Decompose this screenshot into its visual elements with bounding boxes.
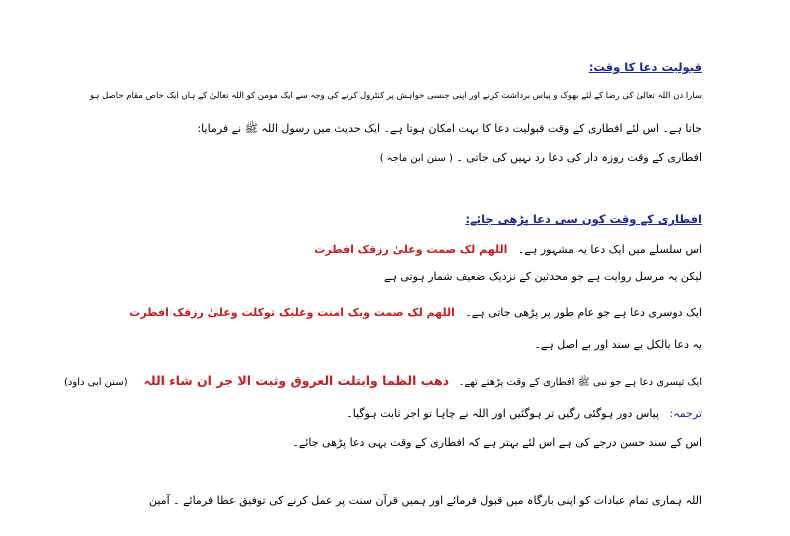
- dua-text-2: اللھم لک صمت وبک امنت وعلیک توکلت وعلیٰ رزقک افطرت: [129, 306, 455, 319]
- section-heading-acceptance-time: قبولیت دعا کا وقت:: [588, 60, 702, 74]
- dua-line-1: [314, 243, 702, 257]
- dua-text-1: اللھم لک صمت وعلیٰ رزقک افطرت: [314, 243, 508, 256]
- dua-text-3: ذھب الظما وابتلت العروق وثبت الا جر ان شاء اللہ: [143, 373, 450, 388]
- dua-line-3: [64, 374, 702, 390]
- translation-label: ترجمہ:: [669, 407, 702, 420]
- translation-line: [346, 407, 702, 421]
- paragraph-line: لیکن یہ مرسل روایت ہے جو محدثین کے نزدیک ضعیف شمار ہوتی ہے: [384, 270, 702, 283]
- paragraph-line: اس کے سند حسن درجے کی ہے اس لئے بہتر ہے کہ افطاری کے وقت یہی دعا پڑھی جائے۔: [292, 436, 702, 449]
- paragraph-line: یہ دعا بالکل بے سند اور بے اصل ہے۔: [534, 338, 702, 351]
- dua-line-2: [129, 306, 702, 320]
- section-heading-which-dua: افطاری کے وقت کون سی دعا پڑھی جائے:: [465, 212, 702, 226]
- line-text: اس سلسلے میں ایک دعا یہ مشہور ہے۔: [517, 243, 702, 256]
- hadith-reference: ( سنن ابن ماجہ ): [379, 153, 453, 164]
- paragraph-line: جاتا ہے۔ اس لئے افطاری کے وقت قبولیت دعا کا بہت امکان ہوتا ہے۔ ایک حدیث میں رسول اللہ ﷺ نے فرمایا:: [197, 122, 702, 135]
- closing-prayer: اللہ ہماری تمام عبادات کو اپنی بارگاہ میں قبول فرمائے اور ہمیں قرآن سنت پر عمل کرنے کی توفیق عطا فرمائے ۔ آمین: [148, 494, 702, 507]
- translation-text: پیاس دور ہوگئی رگیں تر ہوگئیں اور اللہ نے چاہا تو اجر ثابت ہوگیا۔: [346, 407, 660, 420]
- hadith-text: افطاری کے وقت روزہ دار کی دعا رد نہیں کی جاتی ۔: [456, 151, 702, 164]
- paragraph-line: سارا دن اللہ تعالیٰ کی رضا کے لئے بھوک و پیاس برداشت کرنے اور اپنی جنسی خواہش پر کنٹرول کرنے کی وجہ سے ایک مومن کو اللہ تعالیٰ کے ہاں ایک خاص مقام حاصل ہو: [90, 91, 702, 101]
- dua-3-reference: (سنن ابی داود): [64, 377, 128, 388]
- line-text: ایک دوسری دعا ہے جو عام طور پر پڑھی جاتی ہے۔: [465, 306, 702, 319]
- line-text: ایک تیسری دعا ہے جو نبی ﷺ افطاری کے وقت پڑھتے تھے۔: [458, 377, 702, 388]
- hadith-line: [380, 151, 702, 166]
